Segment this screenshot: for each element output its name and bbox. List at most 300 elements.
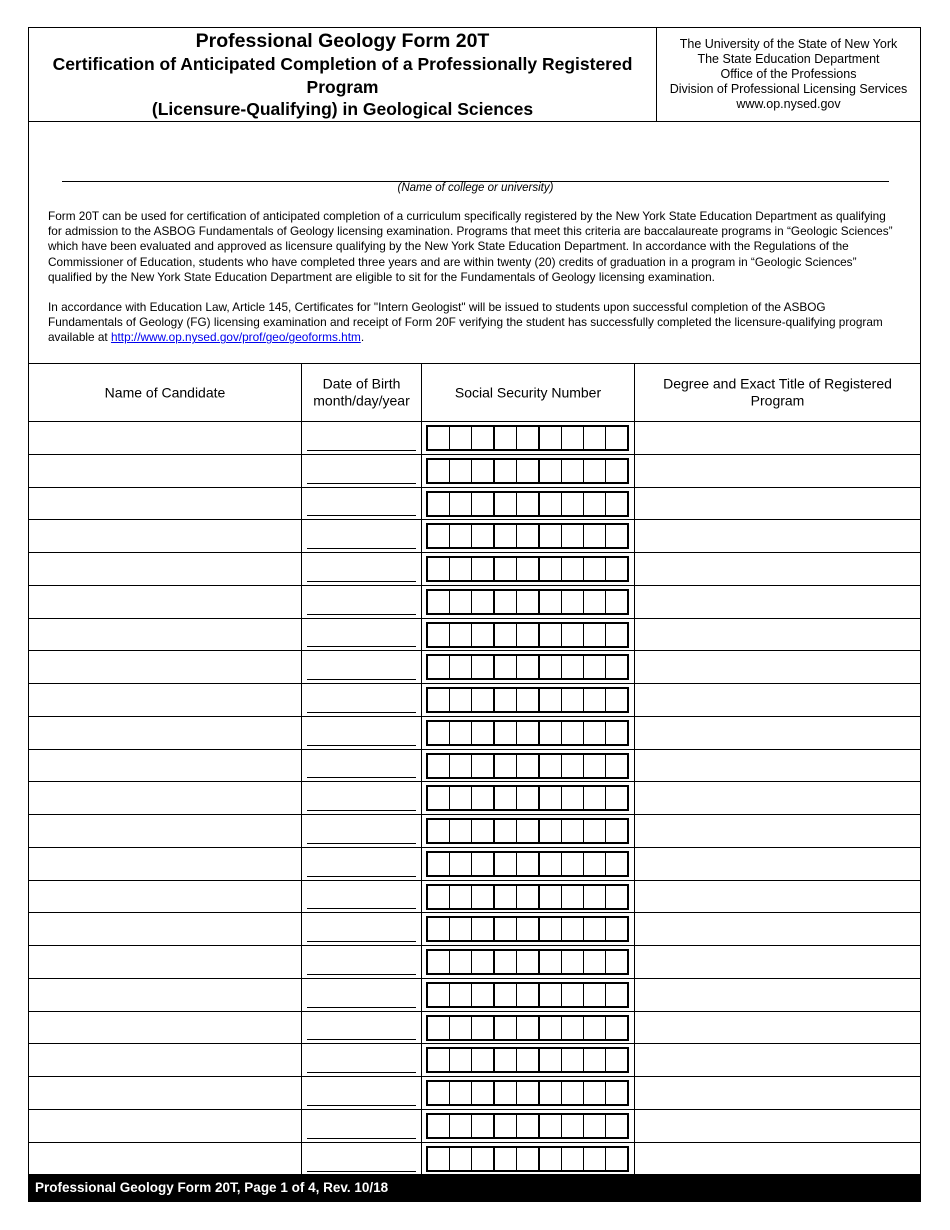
ssn-digit-box[interactable] — [495, 525, 517, 547]
ssn-digit-box[interactable] — [584, 624, 606, 646]
ssn-input[interactable] — [426, 523, 629, 549]
ssn-digit-box[interactable] — [495, 722, 517, 744]
ssn-digit-box[interactable] — [606, 656, 627, 678]
degree-title-cell[interactable] — [635, 1143, 920, 1176]
ssn-digit-box[interactable] — [495, 853, 517, 875]
ssn-digit-box[interactable] — [495, 755, 517, 777]
degree-title-cell[interactable] — [635, 1044, 920, 1076]
ssn-digit-box[interactable] — [450, 820, 472, 842]
ssn-input[interactable] — [426, 491, 629, 517]
ssn-digit-box[interactable] — [472, 853, 495, 875]
ssn-digit-box[interactable] — [584, 886, 606, 908]
ssn-digit-box[interactable] — [495, 820, 517, 842]
ssn-digit-box[interactable] — [517, 755, 540, 777]
candidate-name-cell[interactable] — [29, 651, 302, 683]
ssn-digit-box[interactable] — [606, 951, 627, 973]
ssn-digit-box[interactable] — [584, 951, 606, 973]
ssn-digit-box[interactable] — [450, 460, 472, 482]
ssn-digit-box[interactable] — [584, 493, 606, 515]
ssn-digit-box[interactable] — [495, 984, 517, 1006]
candidate-name-cell[interactable] — [29, 848, 302, 880]
ssn-digit-box[interactable] — [562, 1017, 584, 1039]
ssn-digit-box[interactable] — [540, 525, 562, 547]
ssn-digit-box[interactable] — [606, 820, 627, 842]
ssn-digit-box[interactable] — [584, 689, 606, 711]
ssn-digit-box[interactable] — [495, 427, 517, 449]
degree-title-cell[interactable] — [635, 946, 920, 978]
ssn-digit-box[interactable] — [450, 1148, 472, 1170]
dob-input[interactable] — [307, 908, 416, 909]
ssn-digit-box[interactable] — [562, 656, 584, 678]
ssn-digit-box[interactable] — [562, 755, 584, 777]
ssn-digit-box[interactable] — [428, 591, 450, 613]
candidate-name-cell[interactable] — [29, 946, 302, 978]
degree-title-cell[interactable] — [635, 455, 920, 487]
ssn-digit-box[interactable] — [562, 558, 584, 580]
ssn-digit-box[interactable] — [540, 591, 562, 613]
ssn-digit-box[interactable] — [472, 689, 495, 711]
dob-input[interactable] — [307, 745, 416, 746]
ssn-digit-box[interactable] — [495, 460, 517, 482]
ssn-digit-box[interactable] — [540, 493, 562, 515]
ssn-digit-box[interactable] — [428, 460, 450, 482]
candidate-name-cell[interactable] — [29, 422, 302, 454]
ssn-digit-box[interactable] — [517, 460, 540, 482]
ssn-digit-box[interactable] — [540, 918, 562, 940]
candidate-name-cell[interactable] — [29, 619, 302, 651]
candidate-name-cell[interactable] — [29, 1143, 302, 1176]
dob-input[interactable] — [307, 1138, 416, 1139]
ssn-digit-box[interactable] — [517, 1082, 540, 1104]
ssn-digit-box[interactable] — [606, 493, 627, 515]
dob-input[interactable] — [307, 450, 416, 451]
ssn-digit-box[interactable] — [472, 624, 495, 646]
ssn-digit-box[interactable] — [517, 525, 540, 547]
ssn-input[interactable] — [426, 818, 629, 844]
ssn-digit-box[interactable] — [562, 1082, 584, 1104]
ssn-digit-box[interactable] — [540, 624, 562, 646]
ssn-digit-box[interactable] — [517, 787, 540, 809]
ssn-digit-box[interactable] — [606, 591, 627, 613]
degree-title-cell[interactable] — [635, 586, 920, 618]
ssn-input[interactable] — [426, 687, 629, 713]
ssn-digit-box[interactable] — [495, 918, 517, 940]
ssn-digit-box[interactable] — [472, 951, 495, 973]
dob-input[interactable] — [307, 1007, 416, 1008]
ssn-digit-box[interactable] — [540, 1082, 562, 1104]
ssn-input[interactable] — [426, 753, 629, 779]
ssn-input[interactable] — [426, 1113, 629, 1139]
ssn-digit-box[interactable] — [540, 427, 562, 449]
ssn-digit-box[interactable] — [584, 1082, 606, 1104]
ssn-digit-box[interactable] — [450, 493, 472, 515]
ssn-digit-box[interactable] — [517, 1148, 540, 1170]
dob-input[interactable] — [307, 1171, 416, 1172]
candidate-name-cell[interactable] — [29, 881, 302, 913]
ssn-digit-box[interactable] — [472, 984, 495, 1006]
ssn-input[interactable] — [426, 916, 629, 942]
degree-title-cell[interactable] — [635, 750, 920, 782]
ssn-digit-box[interactable] — [428, 624, 450, 646]
ssn-digit-box[interactable] — [540, 689, 562, 711]
ssn-digit-box[interactable] — [540, 1115, 562, 1137]
ssn-digit-box[interactable] — [517, 1115, 540, 1137]
ssn-input[interactable] — [426, 622, 629, 648]
ssn-digit-box[interactable] — [562, 689, 584, 711]
ssn-digit-box[interactable] — [517, 820, 540, 842]
ssn-digit-box[interactable] — [540, 1049, 562, 1071]
ssn-digit-box[interactable] — [540, 1017, 562, 1039]
ssn-digit-box[interactable] — [428, 722, 450, 744]
ssn-digit-box[interactable] — [562, 1115, 584, 1137]
ssn-digit-box[interactable] — [606, 525, 627, 547]
candidate-name-cell[interactable] — [29, 782, 302, 814]
ssn-digit-box[interactable] — [450, 525, 472, 547]
ssn-digit-box[interactable] — [495, 591, 517, 613]
ssn-digit-box[interactable] — [472, 460, 495, 482]
ssn-input[interactable] — [426, 589, 629, 615]
ssn-digit-box[interactable] — [428, 755, 450, 777]
degree-title-cell[interactable] — [635, 619, 920, 651]
dob-input[interactable] — [307, 483, 416, 484]
ssn-digit-box[interactable] — [562, 787, 584, 809]
ssn-digit-box[interactable] — [495, 1049, 517, 1071]
degree-title-cell[interactable] — [635, 553, 920, 585]
ssn-digit-box[interactable] — [606, 460, 627, 482]
ssn-digit-box[interactable] — [472, 493, 495, 515]
dob-input[interactable] — [307, 1105, 416, 1106]
ssn-digit-box[interactable] — [428, 787, 450, 809]
ssn-input[interactable] — [426, 720, 629, 746]
ssn-digit-box[interactable] — [450, 722, 472, 744]
ssn-digit-box[interactable] — [584, 1148, 606, 1170]
ssn-digit-box[interactable] — [584, 460, 606, 482]
degree-title-cell[interactable] — [635, 913, 920, 945]
dob-input[interactable] — [307, 581, 416, 582]
ssn-digit-box[interactable] — [562, 886, 584, 908]
degree-title-cell[interactable] — [635, 684, 920, 716]
ssn-input[interactable] — [426, 785, 629, 811]
ssn-digit-box[interactable] — [540, 656, 562, 678]
ssn-input[interactable] — [426, 884, 629, 910]
ssn-digit-box[interactable] — [472, 886, 495, 908]
candidate-name-cell[interactable] — [29, 586, 302, 618]
ssn-digit-box[interactable] — [606, 853, 627, 875]
geoforms-link[interactable]: http://www.op.nysed.gov/prof/geo/geoforms.htm — [110, 330, 361, 345]
candidate-name-cell[interactable] — [29, 750, 302, 782]
ssn-digit-box[interactable] — [450, 591, 472, 613]
ssn-digit-box[interactable] — [472, 1115, 495, 1137]
dob-input[interactable] — [307, 810, 416, 811]
degree-title-cell[interactable] — [635, 488, 920, 520]
ssn-digit-box[interactable] — [428, 1148, 450, 1170]
ssn-digit-box[interactable] — [472, 656, 495, 678]
dob-input[interactable] — [307, 941, 416, 942]
ssn-digit-box[interactable] — [428, 984, 450, 1006]
ssn-digit-box[interactable] — [584, 918, 606, 940]
dob-input[interactable] — [307, 1039, 416, 1040]
ssn-digit-box[interactable] — [517, 689, 540, 711]
ssn-digit-box[interactable] — [517, 984, 540, 1006]
ssn-digit-box[interactable] — [450, 787, 472, 809]
ssn-digit-box[interactable] — [472, 427, 495, 449]
ssn-digit-box[interactable] — [472, 722, 495, 744]
ssn-digit-box[interactable] — [562, 984, 584, 1006]
ssn-digit-box[interactable] — [495, 558, 517, 580]
ssn-digit-box[interactable] — [606, 755, 627, 777]
ssn-digit-box[interactable] — [517, 493, 540, 515]
ssn-digit-box[interactable] — [517, 951, 540, 973]
ssn-digit-box[interactable] — [606, 1049, 627, 1071]
ssn-digit-box[interactable] — [562, 853, 584, 875]
ssn-digit-box[interactable] — [495, 1148, 517, 1170]
ssn-digit-box[interactable] — [472, 525, 495, 547]
candidate-name-cell[interactable] — [29, 1077, 302, 1109]
ssn-digit-box[interactable] — [562, 918, 584, 940]
degree-title-cell[interactable] — [635, 422, 920, 454]
ssn-digit-box[interactable] — [584, 558, 606, 580]
degree-title-cell[interactable] — [635, 815, 920, 847]
candidate-name-cell[interactable] — [29, 979, 302, 1011]
ssn-digit-box[interactable] — [540, 460, 562, 482]
ssn-digit-box[interactable] — [562, 624, 584, 646]
ssn-digit-box[interactable] — [517, 1049, 540, 1071]
ssn-digit-box[interactable] — [450, 984, 472, 1006]
ssn-input[interactable] — [426, 1015, 629, 1041]
ssn-digit-box[interactable] — [584, 656, 606, 678]
candidate-name-cell[interactable] — [29, 520, 302, 552]
ssn-digit-box[interactable] — [450, 1115, 472, 1137]
ssn-digit-box[interactable] — [472, 1017, 495, 1039]
ssn-digit-box[interactable] — [472, 1082, 495, 1104]
degree-title-cell[interactable] — [635, 881, 920, 913]
ssn-digit-box[interactable] — [472, 558, 495, 580]
ssn-digit-box[interactable] — [517, 591, 540, 613]
ssn-digit-box[interactable] — [562, 722, 584, 744]
ssn-digit-box[interactable] — [450, 951, 472, 973]
ssn-digit-box[interactable] — [450, 656, 472, 678]
ssn-digit-box[interactable] — [495, 689, 517, 711]
ssn-input[interactable] — [426, 425, 629, 451]
ssn-digit-box[interactable] — [606, 558, 627, 580]
degree-title-cell[interactable] — [635, 782, 920, 814]
ssn-digit-box[interactable] — [517, 427, 540, 449]
candidate-name-cell[interactable] — [29, 913, 302, 945]
ssn-digit-box[interactable] — [562, 427, 584, 449]
ssn-digit-box[interactable] — [517, 558, 540, 580]
ssn-digit-box[interactable] — [562, 591, 584, 613]
candidate-name-cell[interactable] — [29, 1110, 302, 1142]
dob-input[interactable] — [307, 974, 416, 975]
ssn-digit-box[interactable] — [562, 460, 584, 482]
ssn-digit-box[interactable] — [606, 427, 627, 449]
ssn-digit-box[interactable] — [495, 886, 517, 908]
ssn-digit-box[interactable] — [428, 1017, 450, 1039]
ssn-digit-box[interactable] — [495, 787, 517, 809]
ssn-digit-box[interactable] — [450, 886, 472, 908]
ssn-input[interactable] — [426, 458, 629, 484]
ssn-digit-box[interactable] — [428, 427, 450, 449]
dob-input[interactable] — [307, 843, 416, 844]
ssn-digit-box[interactable] — [450, 1082, 472, 1104]
ssn-digit-box[interactable] — [584, 1017, 606, 1039]
ssn-input[interactable] — [426, 1080, 629, 1106]
candidate-name-cell[interactable] — [29, 717, 302, 749]
candidate-name-cell[interactable] — [29, 488, 302, 520]
degree-title-cell[interactable] — [635, 651, 920, 683]
candidate-name-cell[interactable] — [29, 815, 302, 847]
candidate-name-cell[interactable] — [29, 553, 302, 585]
ssn-digit-box[interactable] — [584, 525, 606, 547]
candidate-name-cell[interactable] — [29, 455, 302, 487]
dob-input[interactable] — [307, 646, 416, 647]
ssn-digit-box[interactable] — [584, 591, 606, 613]
ssn-digit-box[interactable] — [606, 1082, 627, 1104]
ssn-digit-box[interactable] — [540, 787, 562, 809]
ssn-digit-box[interactable] — [562, 820, 584, 842]
ssn-digit-box[interactable] — [606, 624, 627, 646]
ssn-input[interactable] — [426, 556, 629, 582]
ssn-input[interactable] — [426, 1047, 629, 1073]
ssn-digit-box[interactable] — [495, 1082, 517, 1104]
ssn-digit-box[interactable] — [517, 722, 540, 744]
ssn-digit-box[interactable] — [606, 984, 627, 1006]
ssn-digit-box[interactable] — [495, 1017, 517, 1039]
ssn-digit-box[interactable] — [606, 918, 627, 940]
dob-input[interactable] — [307, 777, 416, 778]
ssn-digit-box[interactable] — [450, 624, 472, 646]
ssn-digit-box[interactable] — [450, 918, 472, 940]
ssn-digit-box[interactable] — [428, 918, 450, 940]
ssn-digit-box[interactable] — [450, 558, 472, 580]
ssn-digit-box[interactable] — [517, 886, 540, 908]
ssn-input[interactable] — [426, 654, 629, 680]
ssn-input[interactable] — [426, 1146, 629, 1172]
ssn-digit-box[interactable] — [584, 1115, 606, 1137]
degree-title-cell[interactable] — [635, 1077, 920, 1109]
ssn-digit-box[interactable] — [562, 525, 584, 547]
ssn-digit-box[interactable] — [540, 951, 562, 973]
ssn-digit-box[interactable] — [428, 656, 450, 678]
ssn-digit-box[interactable] — [517, 853, 540, 875]
ssn-digit-box[interactable] — [428, 558, 450, 580]
ssn-digit-box[interactable] — [562, 951, 584, 973]
ssn-digit-box[interactable] — [428, 1115, 450, 1137]
ssn-digit-box[interactable] — [495, 493, 517, 515]
degree-title-cell[interactable] — [635, 848, 920, 880]
dob-input[interactable] — [307, 876, 416, 877]
ssn-digit-box[interactable] — [472, 755, 495, 777]
ssn-digit-box[interactable] — [606, 1148, 627, 1170]
degree-title-cell[interactable] — [635, 520, 920, 552]
ssn-digit-box[interactable] — [495, 1115, 517, 1137]
ssn-digit-box[interactable] — [450, 1017, 472, 1039]
ssn-digit-box[interactable] — [472, 918, 495, 940]
ssn-input[interactable] — [426, 949, 629, 975]
ssn-digit-box[interactable] — [606, 1115, 627, 1137]
ssn-digit-box[interactable] — [584, 722, 606, 744]
ssn-digit-box[interactable] — [584, 820, 606, 842]
dob-input[interactable] — [307, 712, 416, 713]
ssn-digit-box[interactable] — [540, 1148, 562, 1170]
ssn-digit-box[interactable] — [428, 525, 450, 547]
ssn-digit-box[interactable] — [540, 853, 562, 875]
dob-input[interactable] — [307, 1072, 416, 1073]
ssn-digit-box[interactable] — [495, 624, 517, 646]
dob-input[interactable] — [307, 548, 416, 549]
ssn-digit-box[interactable] — [540, 886, 562, 908]
ssn-digit-box[interactable] — [584, 427, 606, 449]
ssn-digit-box[interactable] — [450, 689, 472, 711]
candidate-name-cell[interactable] — [29, 684, 302, 716]
ssn-digit-box[interactable] — [606, 689, 627, 711]
ssn-digit-box[interactable] — [428, 853, 450, 875]
ssn-digit-box[interactable] — [472, 820, 495, 842]
ssn-digit-box[interactable] — [540, 820, 562, 842]
candidate-name-cell[interactable] — [29, 1044, 302, 1076]
ssn-digit-box[interactable] — [495, 951, 517, 973]
ssn-digit-box[interactable] — [606, 886, 627, 908]
ssn-digit-box[interactable] — [472, 787, 495, 809]
ssn-digit-box[interactable] — [540, 755, 562, 777]
ssn-digit-box[interactable] — [584, 984, 606, 1006]
ssn-digit-box[interactable] — [540, 722, 562, 744]
ssn-digit-box[interactable] — [562, 493, 584, 515]
ssn-digit-box[interactable] — [517, 1017, 540, 1039]
ssn-digit-box[interactable] — [495, 656, 517, 678]
ssn-digit-box[interactable] — [584, 853, 606, 875]
ssn-digit-box[interactable] — [606, 722, 627, 744]
degree-title-cell[interactable] — [635, 717, 920, 749]
ssn-digit-box[interactable] — [450, 1049, 472, 1071]
ssn-digit-box[interactable] — [584, 1049, 606, 1071]
ssn-digit-box[interactable] — [562, 1148, 584, 1170]
dob-input[interactable] — [307, 679, 416, 680]
ssn-input[interactable] — [426, 982, 629, 1008]
ssn-digit-box[interactable] — [428, 1049, 450, 1071]
ssn-digit-box[interactable] — [472, 591, 495, 613]
dob-input[interactable] — [307, 515, 416, 516]
candidate-name-cell[interactable] — [29, 1012, 302, 1044]
degree-title-cell[interactable] — [635, 1012, 920, 1044]
ssn-digit-box[interactable] — [517, 656, 540, 678]
degree-title-cell[interactable] — [635, 1110, 920, 1142]
ssn-digit-box[interactable] — [472, 1148, 495, 1170]
ssn-digit-box[interactable] — [428, 886, 450, 908]
ssn-digit-box[interactable] — [606, 1017, 627, 1039]
ssn-digit-box[interactable] — [428, 689, 450, 711]
ssn-digit-box[interactable] — [540, 984, 562, 1006]
ssn-digit-box[interactable] — [428, 493, 450, 515]
ssn-digit-box[interactable] — [450, 755, 472, 777]
ssn-digit-box[interactable] — [450, 427, 472, 449]
ssn-digit-box[interactable] — [584, 787, 606, 809]
ssn-digit-box[interactable] — [517, 624, 540, 646]
ssn-digit-box[interactable] — [606, 787, 627, 809]
ssn-digit-box[interactable] — [584, 755, 606, 777]
ssn-digit-box[interactable] — [472, 1049, 495, 1071]
ssn-digit-box[interactable] — [540, 558, 562, 580]
ssn-digit-box[interactable] — [428, 951, 450, 973]
ssn-input[interactable] — [426, 851, 629, 877]
ssn-digit-box[interactable] — [562, 1049, 584, 1071]
ssn-digit-box[interactable] — [428, 820, 450, 842]
ssn-digit-box[interactable] — [428, 1082, 450, 1104]
degree-title-cell[interactable] — [635, 979, 920, 1011]
ssn-digit-box[interactable] — [517, 918, 540, 940]
dob-input[interactable] — [307, 614, 416, 615]
ssn-digit-box[interactable] — [450, 853, 472, 875]
